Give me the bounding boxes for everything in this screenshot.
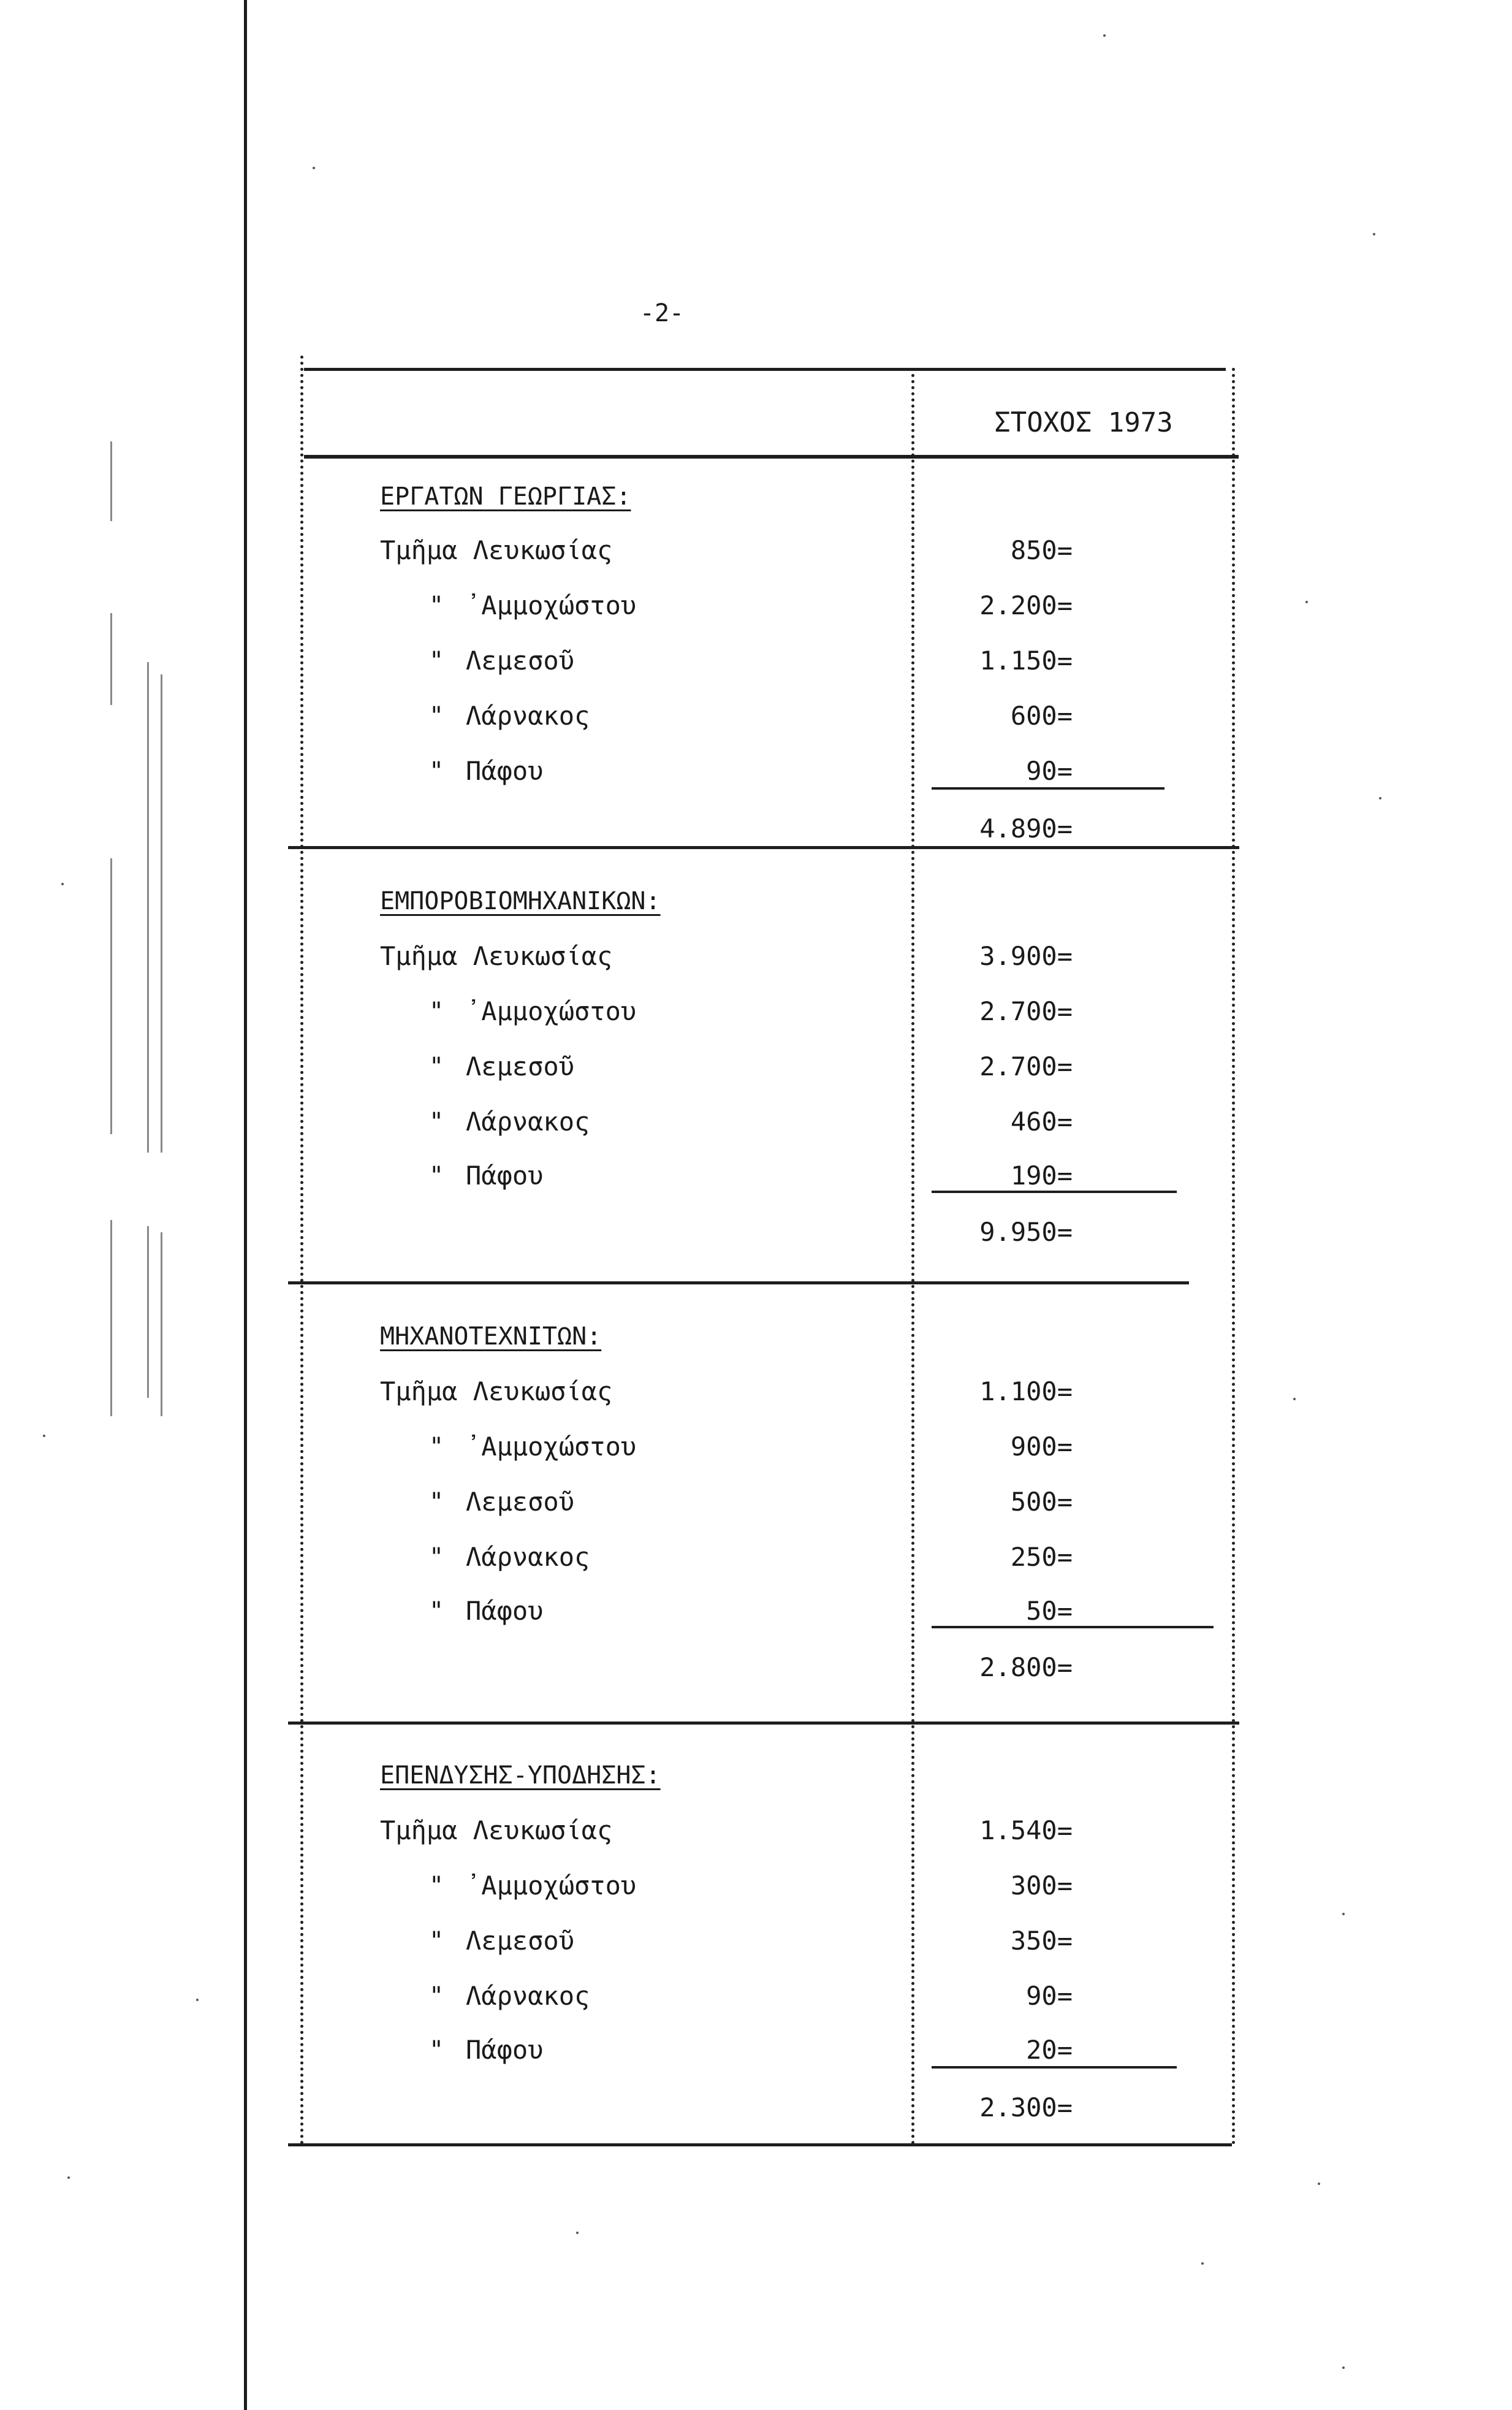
row-label: Λεμεσοῦ bbox=[466, 646, 575, 676]
table-row bbox=[0, 698, 1512, 734]
table-row bbox=[0, 1593, 1512, 1630]
row-value: 50= bbox=[1026, 1596, 1073, 1626]
row-value: 2.700= bbox=[979, 996, 1073, 1026]
header-bottom-rule bbox=[304, 455, 1239, 459]
row-label: Τμῆμα Λευκωσίας bbox=[380, 941, 613, 971]
row-label: ᾿Αμμοχώστου bbox=[466, 1870, 637, 1901]
row-value: 2.700= bbox=[979, 1051, 1073, 1081]
section-total: 2.300= bbox=[979, 2092, 1073, 2122]
ditto-mark: " bbox=[429, 1597, 444, 1625]
table-row bbox=[0, 938, 1512, 975]
section-divider-rule bbox=[288, 1281, 1189, 1284]
table-row bbox=[0, 2032, 1512, 2069]
column-header-target-1973: ΣΤΟΧΟΣ 1973 bbox=[994, 407, 1173, 438]
row-label: Τμῆμα Λευκωσίας bbox=[380, 1376, 613, 1406]
section-total: 2.800= bbox=[979, 1652, 1073, 1682]
row-value: 1.540= bbox=[979, 1815, 1073, 1845]
scan-speck bbox=[67, 2176, 70, 2179]
row-value: 350= bbox=[1010, 1926, 1073, 1956]
ditto-mark: " bbox=[429, 1108, 444, 1136]
table-row bbox=[0, 1157, 1512, 1194]
row-label: Λάρνακος bbox=[466, 1107, 590, 1137]
ditto-mark: " bbox=[429, 1872, 444, 1900]
scan-speck bbox=[1318, 2183, 1320, 2185]
ditto-mark: " bbox=[429, 702, 444, 730]
ditto-mark: " bbox=[429, 1543, 444, 1571]
row-label: Πάφου bbox=[466, 756, 544, 786]
ditto-mark: " bbox=[429, 1488, 444, 1516]
table-row bbox=[0, 1812, 1512, 1849]
row-label: ᾿Αμμοχώστου bbox=[466, 996, 637, 1026]
table-top-rule bbox=[304, 368, 1226, 371]
scan-speck bbox=[1373, 233, 1375, 235]
row-label: Πάφου bbox=[466, 1596, 544, 1626]
table-row bbox=[0, 993, 1512, 1030]
section-title: ΕΠΕΝΔΥΣΗΣ-ΥΠΟΔΗΣΗΣ: bbox=[380, 1761, 661, 1790]
row-label: Τμῆμα Λευκωσίας bbox=[380, 535, 613, 565]
table-row bbox=[0, 1539, 1512, 1576]
row-value: 500= bbox=[1010, 1487, 1073, 1517]
margin-mark bbox=[110, 441, 112, 521]
ditto-mark: " bbox=[429, 757, 444, 785]
row-label: Λεμεσοῦ bbox=[466, 1926, 575, 1956]
page-number: -2- bbox=[639, 299, 685, 327]
ditto-mark: " bbox=[429, 1433, 444, 1461]
section-title: ΜΗΧΑΝΟΤΕΧΝΙΤΩΝ: bbox=[380, 1322, 602, 1351]
table-row bbox=[0, 1484, 1512, 1520]
table-row bbox=[0, 1978, 1512, 2015]
row-label: Πάφου bbox=[466, 2035, 544, 2065]
scan-speck bbox=[1342, 1913, 1345, 1915]
row-value: 460= bbox=[1010, 1107, 1073, 1137]
row-label: Λεμεσοῦ bbox=[466, 1051, 575, 1081]
ditto-mark: " bbox=[429, 2036, 444, 2064]
row-value: 850= bbox=[1010, 535, 1073, 565]
scan-speck bbox=[43, 1435, 45, 1437]
section-total: 9.950= bbox=[979, 1217, 1073, 1247]
row-value: 90= bbox=[1026, 756, 1073, 786]
ditto-mark: " bbox=[429, 647, 444, 675]
row-label: Τμῆμα Λευκωσίας bbox=[380, 1815, 613, 1845]
row-value: 1.150= bbox=[979, 646, 1073, 676]
row-value: 90= bbox=[1026, 1981, 1073, 2011]
row-value: 20= bbox=[1026, 2035, 1073, 2065]
ditto-mark: " bbox=[429, 1927, 444, 1955]
scan-speck bbox=[1342, 2366, 1345, 2369]
table-row bbox=[0, 1104, 1512, 1140]
ditto-mark: " bbox=[429, 1053, 444, 1081]
row-value: 3.900= bbox=[979, 941, 1073, 971]
scan-speck bbox=[1293, 1398, 1296, 1400]
subtotal-rule bbox=[932, 1626, 1214, 1628]
section-divider-rule bbox=[288, 846, 1239, 849]
row-label: Λεμεσοῦ bbox=[466, 1487, 575, 1517]
row-value: 300= bbox=[1010, 1870, 1073, 1901]
row-label: Λάρνακος bbox=[466, 1981, 590, 2011]
row-value: 190= bbox=[1010, 1161, 1073, 1191]
table-row bbox=[0, 753, 1512, 790]
row-label: Λάρνακος bbox=[466, 701, 590, 731]
row-value: 600= bbox=[1010, 701, 1073, 731]
ditto-mark: " bbox=[429, 1162, 444, 1190]
scan-speck bbox=[1103, 34, 1106, 37]
section-title: ΕΡΓΑΤΩΝ ΓΕΩΡΓΙΑΣ: bbox=[380, 482, 631, 511]
scan-speck bbox=[313, 167, 315, 169]
table-row bbox=[0, 587, 1512, 624]
table-row bbox=[0, 643, 1512, 679]
row-value: 250= bbox=[1010, 1542, 1073, 1572]
ditto-mark: " bbox=[429, 592, 444, 620]
subtotal-rule bbox=[932, 1191, 1177, 1193]
table-row bbox=[0, 1428, 1512, 1465]
ditto-mark: " bbox=[429, 1982, 444, 2010]
margin-mark bbox=[147, 1226, 149, 1398]
section-divider-rule bbox=[288, 1722, 1239, 1725]
scan-speck bbox=[1305, 601, 1308, 603]
row-label: Πάφου bbox=[466, 1161, 544, 1191]
section-title: ΕΜΠΟΡΟΒΙΟΜΗΧΑΝΙΚΩΝ: bbox=[380, 887, 661, 915]
scan-speck bbox=[1379, 797, 1381, 799]
row-value: 900= bbox=[1010, 1432, 1073, 1462]
scan-speck bbox=[1201, 2262, 1204, 2265]
row-value: 1.100= bbox=[979, 1376, 1073, 1406]
scan-speck bbox=[576, 2232, 579, 2234]
row-value: 2.200= bbox=[979, 590, 1073, 620]
subtotal-rule bbox=[932, 2066, 1177, 2069]
table-row bbox=[0, 532, 1512, 569]
row-label: ᾿Αμμοχώστου bbox=[466, 590, 637, 620]
table-bottom-rule bbox=[288, 2143, 1232, 2146]
scan-speck bbox=[196, 1999, 199, 2001]
table-row bbox=[0, 1867, 1512, 1904]
table-row bbox=[0, 1923, 1512, 1959]
row-label: ᾿Αμμοχώστου bbox=[466, 1432, 637, 1462]
table-row bbox=[0, 1048, 1512, 1085]
ditto-mark: " bbox=[429, 997, 444, 1026]
section-total: 4.890= bbox=[979, 814, 1073, 844]
subtotal-rule bbox=[932, 787, 1164, 790]
row-label: Λάρνακος bbox=[466, 1542, 590, 1572]
table-row bbox=[0, 1373, 1512, 1410]
scan-speck bbox=[61, 883, 64, 885]
